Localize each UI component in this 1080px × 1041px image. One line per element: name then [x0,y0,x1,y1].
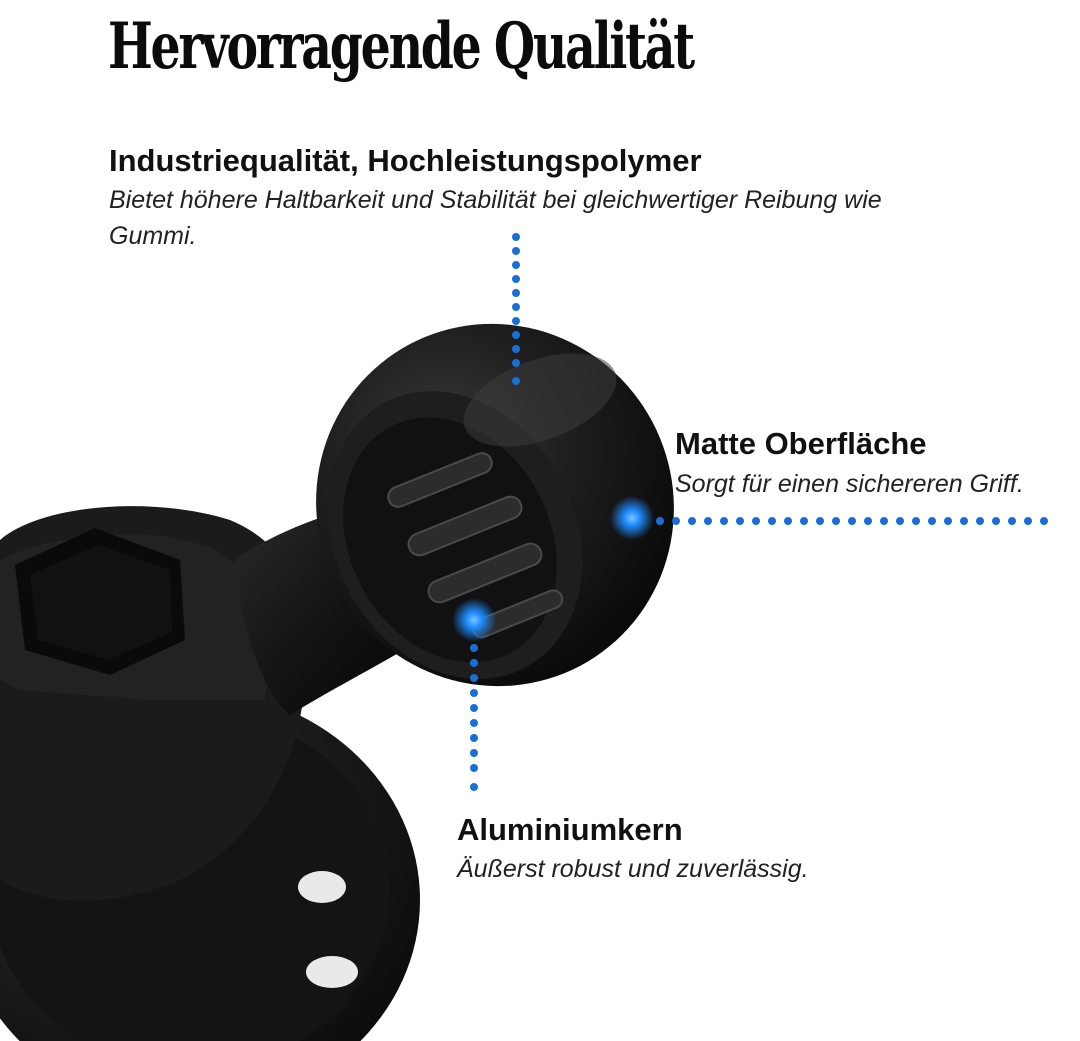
feature-description-industrial-quality: Bietet höhere Haltbarkeit und Stabilität bei gleichwertiger Reibung wie Gummi. [109,186,882,250]
page-headline: Hervorragende Qualität [108,9,693,84]
feature-description-matte-surface: Sorgt für einen sichereren Griff. [675,470,1024,498]
feature-description-aluminium-core: Äußerst robust und zuverlässig. [457,855,809,883]
feature-title-matte-surface: Matte Oberfläche [675,426,927,461]
feature-title-aluminium-core: Aluminiumkern [457,812,683,847]
callout-line-industrie [512,233,520,385]
callout-glow-alu [452,598,496,642]
callout-line-matte [656,517,1048,525]
callout-glow-matte [610,496,654,540]
mounting-hole [306,956,358,988]
mounting-hole [298,871,346,903]
feature-title-industrial-quality: Industriequalität, Hochleistungspolymer [109,143,702,178]
